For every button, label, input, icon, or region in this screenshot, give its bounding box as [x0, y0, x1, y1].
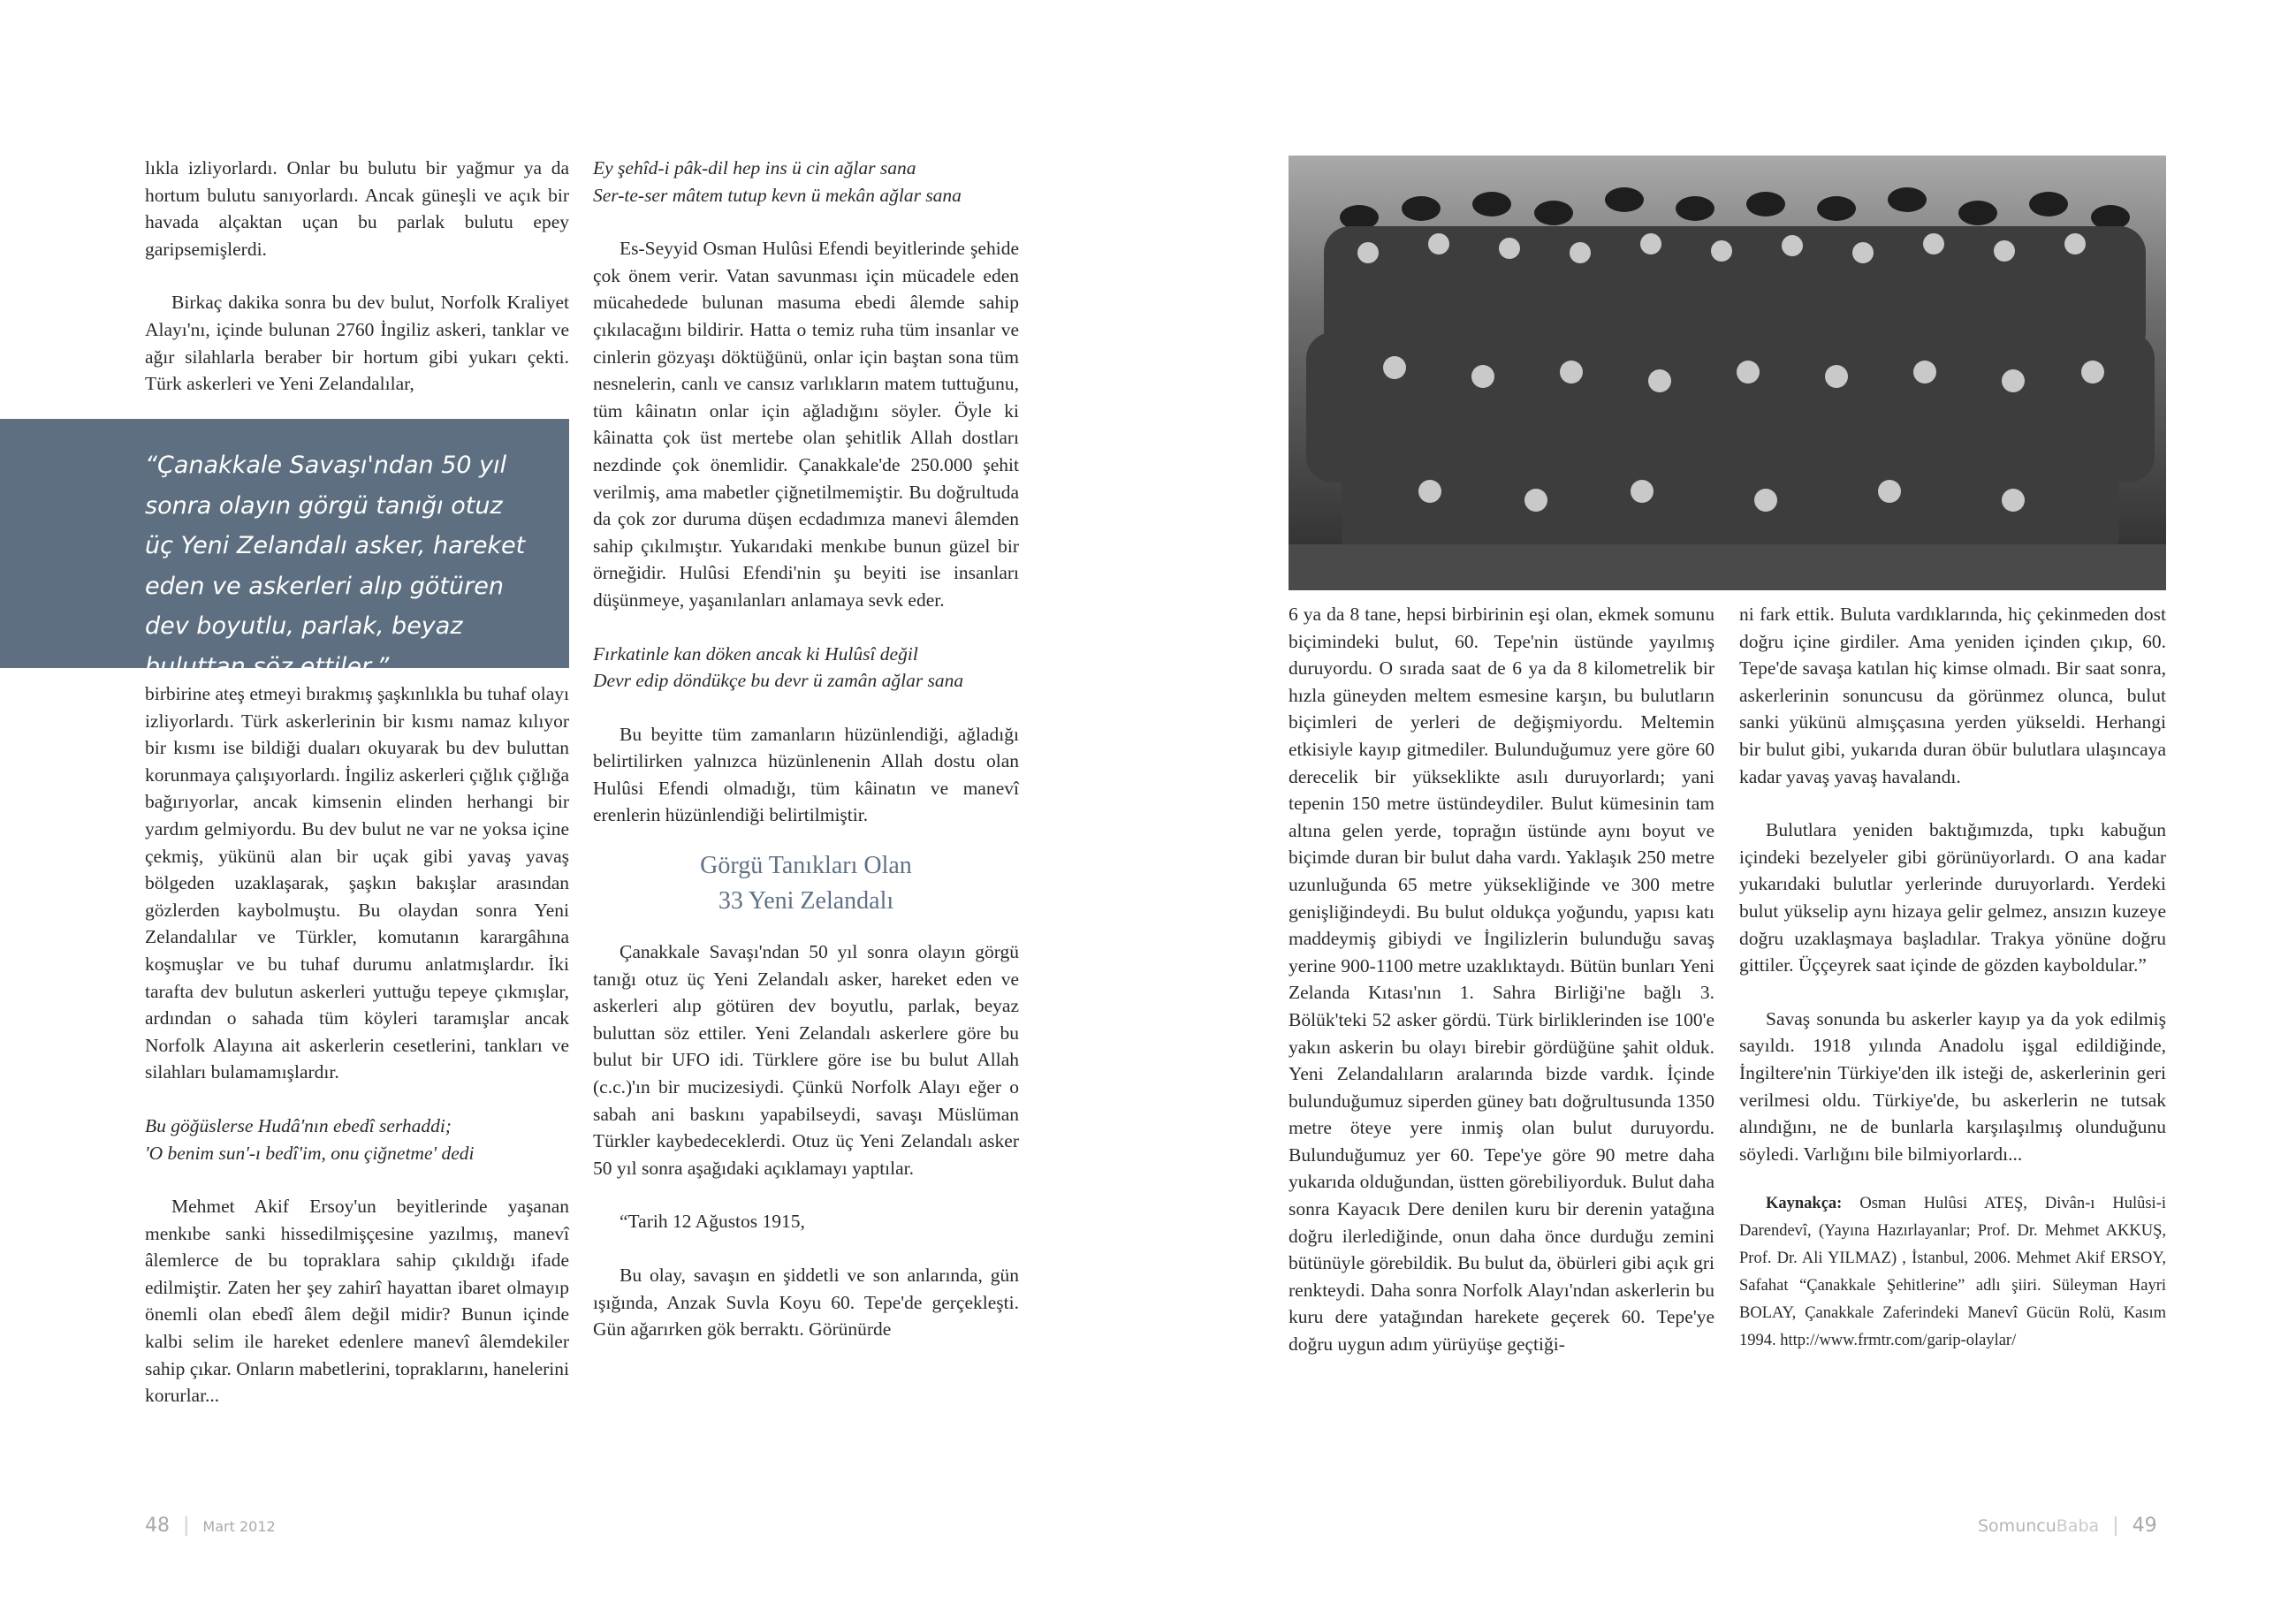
left-column-1-bottom	[145, 680, 569, 1409]
paragraph: 6 ya da 8 tane, hepsi birbirinin eşi olan, ekmek somunu biçimindeki bulut, 60. Tepe'nin üstünde yayılmış duruyordu. O sırada saat de 6 ya da 8 kilometrelik bir hızla güneyden meltem esmesine karşın, bu bulutların biçimleri de yerleri de değişmiyordu. Meltemin etkisiyle kayıp gitmediler. Bulunduğumuz yere göre 60 derecelik bir yükseklikte asılı duruyorlardı; yani tepenin 150 metre üstündeydiler. Bulut kümesinin tam altına gelen yerde, toprağın üstünde aynı boyut ve biçimde duran bir bulut daha vardı. Yaklaşık 250 metre uzunluğunda 65 metre yüksekliğinde ve 300 metre genişliğindeydi. Bu bulut oldukça yoğundu, yapısı katı maddeymiş gibiydi ve İngilizlerin bulunduğu savaş yerine 900-1100 metre uzaklıktaydı. Bütün bunları Yeni Zelanda Kıtası'nın 1. Sahra Birliği'ne bağlı 3. Bölük'teki 52 asker gördü. Türk birliklerinden ise 100'e yakın askerin bu olayı birebir gördüğüne şahit olduk. Yeni Zelandalıların aralarında bizde vardık. İçinde bulunduğumuz siperden güney batı doğrultusunda 1350 metre öteye yere inmiş olan bulut duruyordu. Bulunduğumuz yer 60. Tepe'ye göre 90 metre daha yukarıda olduğundan, üstten görebiliyorduk. Bulut daha sonra Kayacık Dere denilen kuru bir derenin yatağına doğru ilerlediğinde, onun daha önce durduğu zemini bütünüyle görebildik. Bu bulut da, öbürleri gibi açık gri renkteydi. Daha sonra Norfolk Alayı'ndan askerlerin bu kuru dere yatağından harekete geçerek 60. Tepe'ye doğru uygun adım yürüyüşe geçtiği-	[1289, 604, 1714, 1356]
paragraph: Çanakkale Savaşı'ndan 50 yıl sonra olayın görgü tanığı otuz üç Yeni Zelandalı asker, hareket eden ve askerleri alıp götüren dev boyutlu, parlak, beyaz buluttan söz ettiler. Yeni Zelandalı askerlere göre bu bulut bir UFO idi. Türklere göre ise bu bulut Allah (c.c.)'ın bir mucizesiydi. Çünkü Norfolk Alayı eğer o sabah ani baskını yapabilseydi, savaşı Müslüman Türkler kaybedeceklerdi. Otuz üç Yeni Zelandalı asker 50 yıl sonra aşağıdaki açıklamayı yaptılar.	[593, 941, 1019, 1179]
left-column-2	[593, 155, 1019, 1343]
page-number: 48	[145, 1515, 170, 1537]
folio-divider: |	[2112, 1515, 2119, 1537]
section-heading	[593, 848, 1019, 919]
paragraph: Mehmet Akif Ersoy'un beyitlerinde yaşanan menkıbe sanki hissedilmişçesine yazılmış, manevî âlemlerce de bu topraklara sahip çıkıldığı ifade edilmiştir. Zaten her şey zahirî hayattan ibaret olmayıp önemli olan ebedî âlem değil midir? Bunun içinde kalbi selim ile hareket edenlere manevî âlemdekiler sahip çıkar. Onların mabetlerini, topraklarını, hanelerini korurlar...	[145, 1196, 570, 1407]
right-folio	[1978, 1515, 2157, 1537]
folio-divider: |	[183, 1515, 190, 1537]
paragraph: Bu olay, savaşın en şiddetli ve son anlarında, gün ışığında, Anzak Suvla Koyu 60. Tepe'de gerçekleşti. Gün ağarırken gök berraktı. Görünürde	[593, 1265, 1019, 1341]
left-folio	[145, 1515, 276, 1537]
right-column-2	[1739, 601, 2166, 1355]
page-number: 49	[2132, 1515, 2157, 1537]
references	[1739, 1190, 2166, 1355]
right-column-1	[1289, 601, 1714, 1358]
paragraph: birbirine ateş etmeyi bırakmış şaşkınlıkla bu tuhaf olayı izliyorlardı. Türk askerlerinin bir kısmı namaz kılıyor bir kısmı ise bildiği duaları okuyarak bu dev buluttan korunmaya çalışıyorlardı. İngiliz askerleri çığlık çığlığa bağırıyorlar, ancak kimsenin elinden herhangi bir yardım gelmiyordu. Bu dev bulut ne var ne yoksa içine çekmiş, yükünü alan bir uçak gibi yavaş yavaş bölgeden uzaklaşarak, şaşkın bakışlar arasından gözlerden kaybolmuştu. Bu olaydan sonra Yeni Zelandalılar ve Türkler, komutanın karargâhına koşmuşlar ve bu tuhaf durumu anlatmışlardır. İki tarafta dev bulutun askerleri yuttuğu tepeye çıkmışlar, ardından o sahada tüm köyleri taramışlar ancak Norfolk Alayına ait askerlerin cesetlerini, tankları ve silahları bulamamışlardır.	[145, 683, 570, 1083]
heading-line: Görgü Tanıkları Olan	[700, 852, 912, 880]
paragraph: Savaş sonunda bu askerler kayıp ya da yok edilmiş sayıldı. 1918 yılında Anadolu işgal edildiğinde, İngiltere'nin Türkiye'den ilk isteği de, askerlerinin geri verilmesi oldu. Türkiye'de, bu askerlerin ne tutsak alındığını, ne de bunlarla karşılaşılmış olunduğunu söyledi. Varlığını bile bilmiyorlardı...	[1739, 1007, 2166, 1165]
paragraph: Bulutlara yeniden baktığımızda, tıpkı kabuğun içindeki bezelyeler gibi görünüyorlardı. O ana kadar yukarıdaki bulutlar yerlerinde duruyorlardı. Yerdeki bulut yükselip aynı hizaya gelir gelmez, ansızın kuzeye doğru uzaklaşmaya başladılar. Trakya yönüne doğru gittiler. Üççeyrek saat içinde de gözden kayboldular.”	[1739, 819, 2166, 976]
paragraph: Birkaç dakika sonra bu dev bulut, Norfolk Kraliyet Alayı'nı, içinde bulunan 2760 İngiliz askeri, tanklar ve ağır silahlarla beraber bir hortum gibi yukarı çekti. Türk askerleri ve Yeni Zelandalılar,	[145, 292, 569, 395]
paragraph: Bu beyitte tüm zamanların hüzünlendiği, ağladığı belirtilirken yalnızca hüzünlenenin Allah dostu olan Hulûsi Efendi olmadığı, tüm kâinatın ve manevî erenlerin hüzünlendiği belirtilmiştir.	[593, 723, 1019, 826]
references-text: Osman Hulûsi ATEŞ, Divân-ı Hulûsi-i Darendevî, (Yayına Hazırlayanlar; Prof. Dr. Mehmet AKKUŞ, Prof. Dr. Ali YILMAZ) , İstanbul, 2006. Mehmet Akif ERSOY, Safahat “Çanakkale Şehitlerine” adlı şiiri. Süleyman Hayri BOLAY, Çanakkale Zaferindeki Manevî Gücün Rolü, Kasım 1994. http://www.frmtr.com/garip-olaylar/	[1739, 1195, 2166, 1350]
pull-quote-text: “Çanakkale Savaşı'ndan 50 yıl sonra olayın görgü tanığı otuz üç Yeni Zelandalı asker, hareket eden ve askerleri alıp götüren dev boyutlu, parlak, beyaz buluttan söz ettiler.”	[145, 452, 526, 680]
paragraph: ni fark ettik. Buluta vardıklarında, hiç çekinmeden dost doğru içine girdiler. Ama yeniden içinden çıkıp, 60. Tepe'de savaşa katılan hiç kimse olmadı. Bir saat sonra, askerlerinin sonuncusu da görünmez olunca, bulut sanki yükünü almışçasına yerden yükseldi. Herhangi bir bulut gibi, yukarıda duran öbür bulutlara ulaşıncaya kadar yavaş yavaş havalandı.	[1739, 604, 2166, 787]
pull-quote-box	[0, 419, 569, 680]
paragraph: lıkla izliyorlardı. Onlar bu bulutu bir yağmur ya da hortum bulutu sanıyorlardı. Ancak güneşli ve açık bir havada alçaktan uçan bu parlak bulutu epey garipsemişlerdi.	[145, 157, 569, 260]
heading-line: 33 Yeni Zelandalı	[718, 887, 894, 915]
issue-date: Mart 2012	[202, 1518, 276, 1535]
poem-line: Ey şehîd-i pâk-dil hep ins ü cin ağlar sana	[593, 157, 916, 179]
paragraph: “Tarih 12 Ağustos 1915,	[620, 1211, 805, 1233]
brand-logo: SomuncuBaba	[1978, 1516, 2100, 1536]
poem-line: Bu göğüslerse Hudâ'nın ebedî serhaddi;	[145, 1114, 452, 1136]
soldiers-photo	[1289, 156, 2166, 590]
paragraph: Es-Seyyid Osman Hulûsi Efendi beyitlerinde şehide çok önem verir. Vatan savunması için mücadele eden mücahedede bulunan masuma ebedi âlemde sahip çıkılacağını bildirir. Hatta o temiz ruha tüm insanlar ve cinlerin gözyaşı döktüğünü, onlar için baştan sona tüm nesnelerin, canlı ve cansız varlıkların matem tuttuğunu, tüm kâinatın onlar için ağladığını söyler. Öyle ki kâinatta çok üst mertebe olan şehitlik Allah dostları nezdinde çok önemlidir. Çanakkale'de 250.000 şehit verilmiş, ama mabetler çiğnetilmemiştir. Bu doğrultuda da çok zor duruma düşen ecdadımıza manevi âlemden sahip çıkılmıştır. Yukarıdaki menkıbe bunun güzel bir örneğidir. Hulûsi Efendi'nin şu beyiti ise insanları düşünmeye, yaşanılanları anlamaya sevk eder.	[593, 238, 1019, 611]
poem-line: Fırkatinle kan döken ancak ki Hulûsî değil	[593, 642, 918, 665]
references-label: Kaynakça:	[1766, 1195, 1843, 1213]
poem-line: 'O benim sun'-ı bedî'im, onu çiğnetme' dedi	[145, 1142, 475, 1164]
left-column-1-top	[145, 155, 569, 398]
soldiers-photo-illustration	[1289, 156, 2166, 590]
poem-line: Ser-te-ser mâtem tutup kevn ü mekân ağlar sana	[593, 184, 962, 206]
poem-line: Devr edip döndükçe bu devr ü zamân ağlar sana	[593, 670, 964, 692]
